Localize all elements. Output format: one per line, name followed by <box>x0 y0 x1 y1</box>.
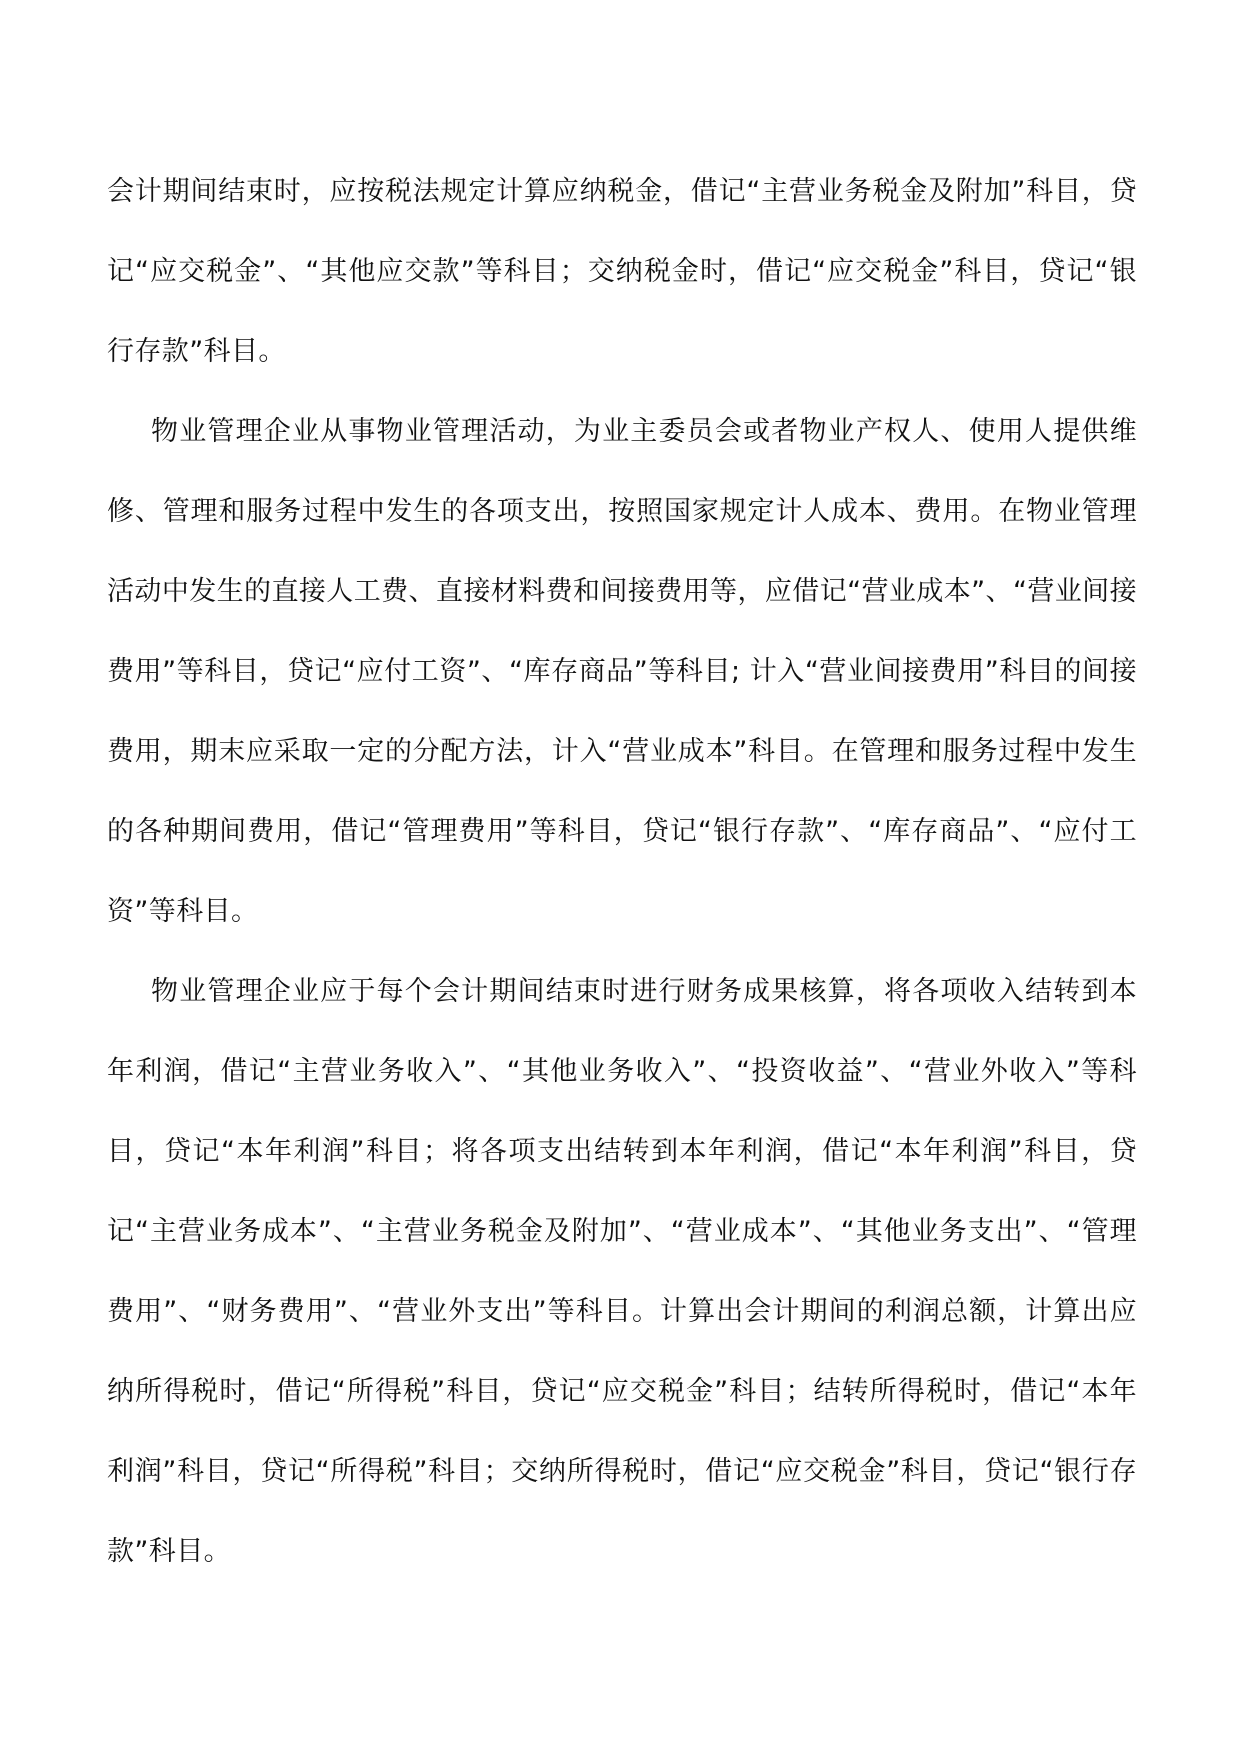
paragraph-property-management-costs: 物业管理企业从事物业管理活动，为业主委员会或者物业产权人、使用人提供维修、管理和服务过程中发生的各项支出，按照国家规定计人成本、费用。在物业管理活动中发生的直接人工费、直接材料费和间接费用等，应借记“营业成本”、“营业间接费用”等科目，贷记“应付工资”、“库存商品”等科目; 计入“营业间接费用”科目的间接费用，期末应采取一定的分配方法，计入“营业成本”科目。在管理和服务过程中发生的各种期间费用，借记“管理费用”等科目，贷记“银行存款”、“库存商品”、“应付工资”等科目。 <box>107 416 1137 927</box>
document-body <box>107 152 1137 1592</box>
paragraph-financial-results: 物业管理企业应于每个会计期间结束时进行财务成果核算，将各项收入结转到本年利润，借记“主营业务收入”、“其他业务收入”、“投资收益”、“营业外收入”等科目，贷记“本年利润”科目；将各项支出结转到本年利润，借记“本年利润”科目，贷记“主营业务成本”、“主营业务税金及附加”、“营业成本”、“其他业务支出”、“管理费用”、“财务费用”、“营业外支出”等科目。计算出会计期间的利润总额，计算出应纳所得税时，借记“所得税”科目，贷记“应交税金”科目；结转所得税时，借记“本年利润”科目，贷记“所得税”科目；交纳所得税时，借记“应交税金”科目，贷记“银行存款”科目。 <box>107 976 1137 1567</box>
paragraph-tax-settlement: 会计期间结束时，应按税法规定计算应纳税金，借记“主营业务税金及附加”科目，贷记“应交税金”、“其他应交款”等科目；交纳税金时，借记“应交税金”科目，贷记“银行存款”科目。 <box>107 176 1137 367</box>
